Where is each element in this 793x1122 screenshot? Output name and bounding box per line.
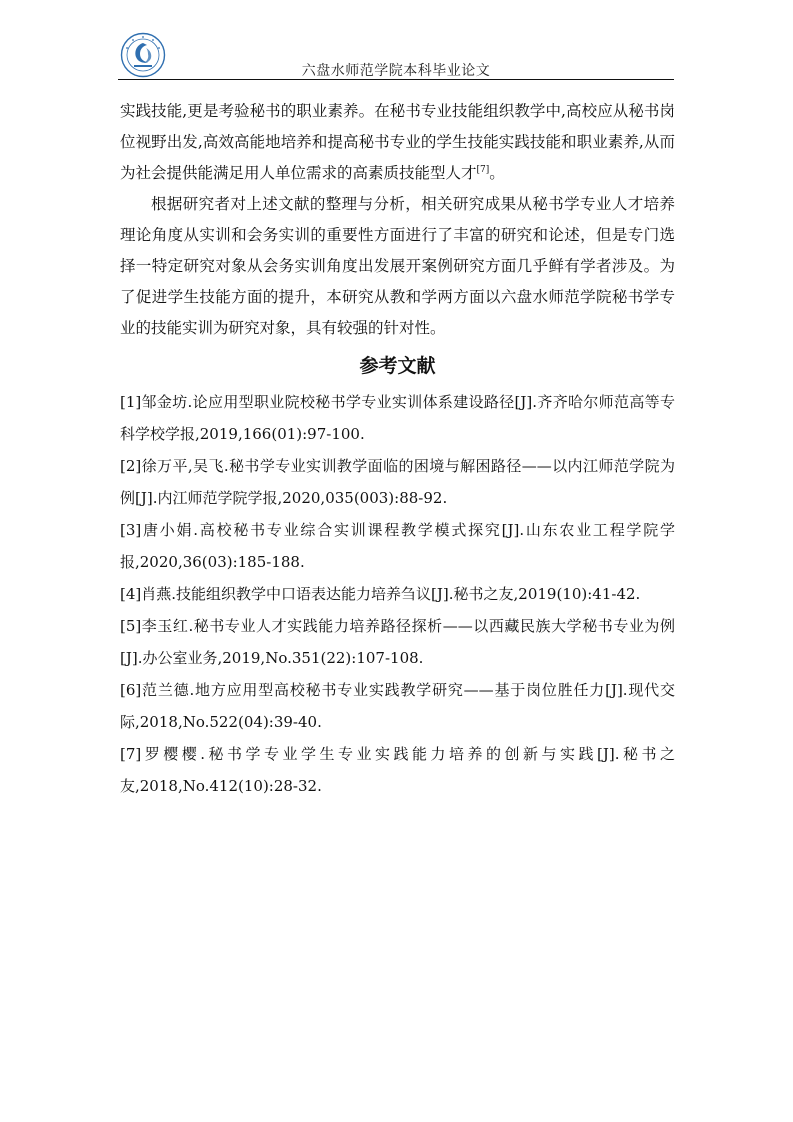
main-content	[120, 96, 675, 802]
body-paragraph-1	[120, 96, 675, 189]
reference-item: [7]罗樱樱.秘书学专业学生专业实践能力培养的创新与实践[J].秘书之友,2018,No.412(10):28-32.	[120, 745, 675, 795]
body-paragraph-2: 根据研究者对上述文献的整理与分析，相关研究成果从秘书学专业人才培养理论角度从实训和会务实训的重要性方面进行了丰富的研究和论述，但是专门选择一特定研究对象从会务实训角度出发展开案例研究方面几乎鲜有学者涉及。为了促进学生技能方面的提升，本研究从教和学两方面以六盘水师范学院秘书学专业的技能实训为研究对象，具有较强的针对性。	[120, 195, 675, 337]
page-header	[118, 30, 674, 78]
paragraph-1-end: 。	[489, 164, 505, 182]
reference-item: [1]邹金坊.论应用型职业院校秘书学专业实训体系建设路径[J].齐齐哈尔师范高等专科学校学报,2019,166(01):97-100.	[120, 393, 675, 443]
reference-item: [4]肖燕.技能组织教学中口语表达能力培养刍议[J].秘书之友,2019(10):41-42.	[120, 585, 641, 603]
reference-item: [3]唐小娟.高校秘书专业综合实训课程教学模式探究[J].山东农业工程学院学报,2020,36(03):185-188.	[120, 521, 675, 571]
header-title: 六盘水师范学院本科毕业论文	[301, 63, 491, 79]
reference-item: [6]范兰德.地方应用型高校秘书专业实践教学研究——基于岗位胜任力[J].现代交际,2018,No.522(04):39-40.	[120, 681, 675, 731]
reference-item: [2]徐万平,吴飞.秘书学专业实训教学面临的困境与解困路径——以内江师范学院为例[J].内江师范学院学报,2020,035(003):88-92.	[120, 457, 675, 507]
citation-mark: [7]	[476, 164, 490, 175]
paragraph-1-text: 实践技能,更是考验秘书的职业素养。在秘书专业技能组织教学中,高校应从秘书岗位视野出发,高效高能地培养和提高秘书专业的学生技能实践技能和职业素养,从而为社会提供能满足用人单位需求的高素质技能型人才	[120, 102, 675, 182]
references-heading: 参考文献	[359, 355, 436, 377]
header-rule	[118, 79, 674, 80]
reference-item: [5]李玉红.秘书专业人才实践能力培养路径探析——以西藏民族大学秘书专业为例[J].办公室业务,2019,No.351(22):107-108.	[120, 617, 675, 667]
